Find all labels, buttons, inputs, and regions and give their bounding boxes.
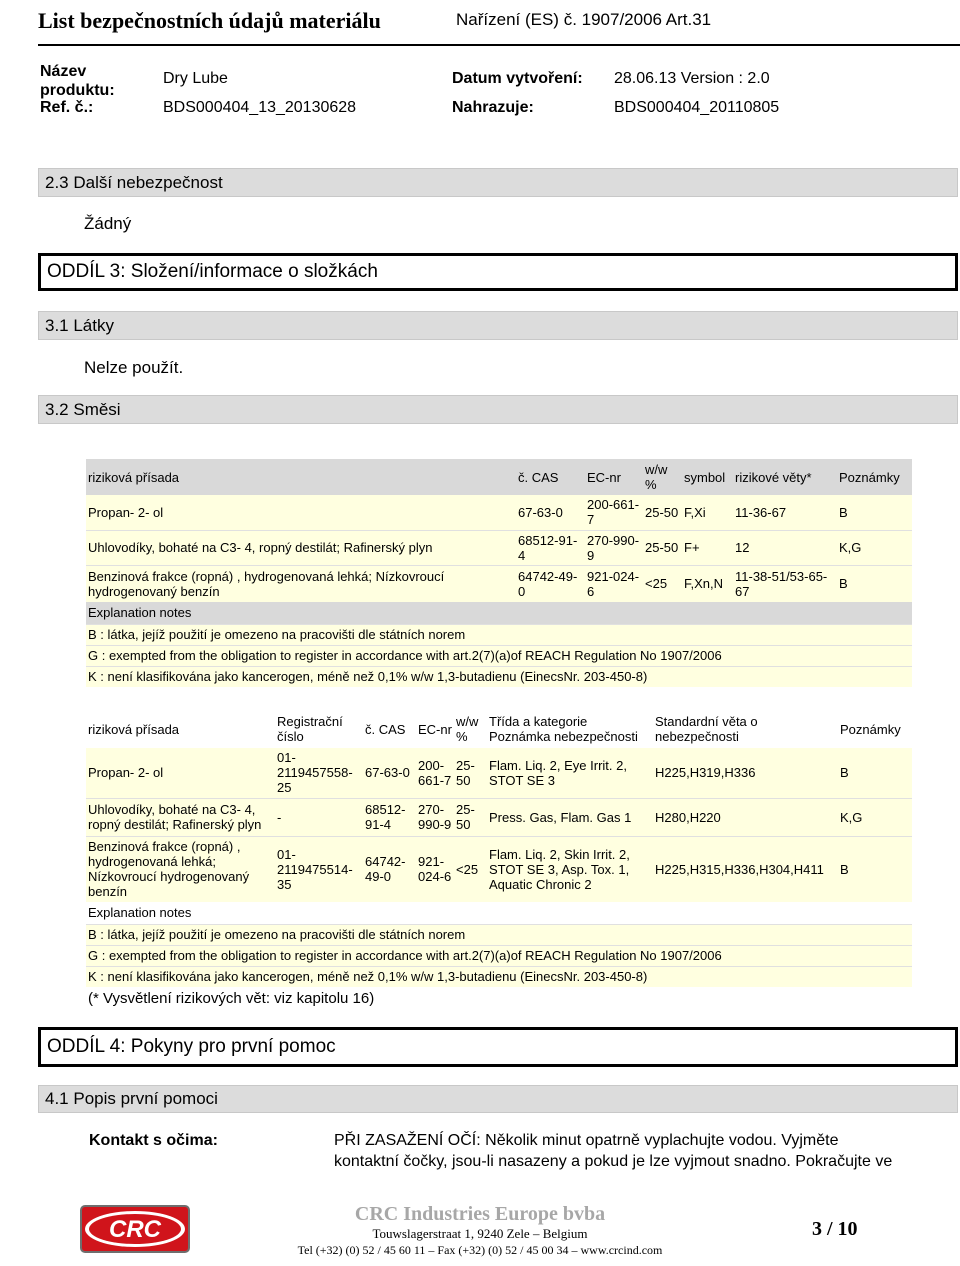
col-header: Třída a kategorie Poznámka nebezpečnosti xyxy=(489,714,638,744)
note-row xyxy=(86,945,912,966)
col-header: Poznámky xyxy=(837,459,912,495)
table-cell: 921-024-6 xyxy=(585,565,643,602)
col-header: Standardní věta o nebezpečnosti xyxy=(655,714,758,744)
table-cell: Propan- 2- ol xyxy=(86,495,516,530)
eye-contact-text-line2: kontaktní čočky, jsou-li nasazeny a pokud je lze vyjmout snadno. Pokračujte ve xyxy=(334,1153,893,1170)
table-cell: 01-2119475514-35 xyxy=(275,836,363,902)
table-cell: K,G xyxy=(837,530,912,565)
note-g: G : exempted from the obligation to register in accordance with art.2(7)(a)of REACH Regulation No 1907/2006 xyxy=(86,645,912,666)
regulation-reference: Nařízení (ES) č. 1907/2006 Art.31 xyxy=(456,10,712,29)
section-4-title: ODDÍL 4: Pokyny pro první pomoc xyxy=(38,1027,958,1067)
note-k: K : není klasifikována jako kancerogen, méně než 0,1% w/w 1,3-butadienu (EinecsNr. 203-450-8) xyxy=(86,966,912,987)
table-cell: B xyxy=(838,748,912,798)
table-cell: B xyxy=(837,565,912,602)
table-row xyxy=(86,836,912,902)
replaces-label: Nahrazuje: xyxy=(452,99,534,116)
table-cell: F,Xi xyxy=(682,495,733,530)
table-cell: Flam. Liq. 2, Skin Irrit. 2, STOT SE 3, Asp. Tox. 1, Aquatic Chronic 2 xyxy=(487,836,653,902)
mixture-table-1 xyxy=(86,459,912,687)
table-cell: 270-990-9 xyxy=(416,798,454,836)
col-header: riziková přísada xyxy=(88,721,180,737)
col-header: č. CAS xyxy=(365,721,406,737)
table-cell: 64742-49-0 xyxy=(363,836,416,902)
col-header: symbol xyxy=(682,459,733,495)
table-cell: 12 xyxy=(733,530,837,565)
table-cell: 11-36-67 xyxy=(733,495,837,530)
col-header: w/w % xyxy=(456,714,479,744)
col-header: Poznámky xyxy=(840,721,901,737)
table-cell: Propan- 2- ol xyxy=(86,748,275,798)
note-b: B : látka, jejíž použití je omezeno na pracovišti dle státních norem xyxy=(86,924,912,945)
table-cell: 11-38-51/53-65-67 xyxy=(733,565,837,602)
table-cell: 25-50 xyxy=(643,530,682,565)
ref-label: Ref. č.: xyxy=(40,99,94,116)
table-cell: 67-63-0 xyxy=(363,748,416,798)
table-cell: Flam. Liq. 2, Eye Irrit. 2, STOT SE 3 xyxy=(487,748,653,798)
table-cell: H225,H315,H336,H304,H411 xyxy=(653,836,838,902)
col-header: EC-nr xyxy=(585,459,643,495)
header-divider xyxy=(38,44,960,46)
product-name-value: Dry Lube xyxy=(163,70,228,87)
table-cell: F+ xyxy=(682,530,733,565)
explanation-row xyxy=(86,602,912,624)
subsection-3-2-heading: 3.2 Směsi xyxy=(38,395,958,424)
table-cell: H280,H220 xyxy=(653,798,838,836)
document-title: List bezpečnostních údajů materiálu xyxy=(38,8,381,33)
table-row xyxy=(86,495,912,530)
col-header: rizikové věty* xyxy=(733,459,837,495)
subsection-3-1-text: Nelze použít. xyxy=(84,358,184,377)
company-address: Touwslagerstraat 1, 9240 Zele – Belgium xyxy=(372,1226,588,1241)
table-row xyxy=(86,530,912,565)
table-cell: 25-50 xyxy=(454,798,487,836)
table-row xyxy=(86,565,912,602)
table-header-row xyxy=(86,459,912,495)
section-3-title: ODDÍL 3: Složení/informace o složkách xyxy=(38,253,958,291)
table-cell: Benzinová frakce (ropná) , hydrogenovaná lehká; Nízkovroucí hydrogenovaný benzín xyxy=(86,565,516,602)
col-header: Registrační číslo xyxy=(277,714,343,744)
table-cell: 67-63-0 xyxy=(516,495,585,530)
created-value: 28.06.13 Version : 2.0 xyxy=(614,70,770,87)
table-cell: 64742-49-0 xyxy=(516,565,585,602)
eye-contact-text-line1: PŘI ZASAŽENÍ OČÍ: Několik minut opatrně vyplachujte vodou. Vyjměte xyxy=(334,1132,839,1149)
table-cell: F,Xn,N xyxy=(682,565,733,602)
table-cell: 25-50 xyxy=(643,495,682,530)
table-cell: Benzinová frakce (ropná) , hydrogenovaná lehká; Nízkovroucí hydrogenovaný benzín xyxy=(86,836,275,902)
table-cell: 200-661-7 xyxy=(585,495,643,530)
note-k: K : není klasifikována jako kancerogen, méně než 0,1% w/w 1,3-butadienu (EinecsNr. 203-450-8) xyxy=(86,666,912,687)
table-cell: - xyxy=(275,798,363,836)
table-cell: <25 xyxy=(643,565,682,602)
note-row xyxy=(86,645,912,666)
note-row xyxy=(86,966,912,987)
table-cell: 25-50 xyxy=(454,748,487,798)
note-row xyxy=(86,666,912,687)
note-row xyxy=(86,924,912,945)
note-b: B : látka, jejíž použití je omezeno na pracovišti dle státních norem xyxy=(86,624,912,645)
explanation-row xyxy=(86,902,912,924)
table-cell: <25 xyxy=(454,836,487,902)
col-header: w/w % xyxy=(643,459,682,495)
table-cell: Uhlovodíky, bohaté na C3- 4, ropný destilát; Rafinerský plyn xyxy=(86,798,275,836)
table-cell: B xyxy=(838,836,912,902)
table-cell: 01-2119457558-25 xyxy=(275,748,363,798)
product-name-label: Název produktu: xyxy=(40,63,115,99)
replaces-value: BDS000404_20110805 xyxy=(614,99,780,116)
table-row xyxy=(86,798,912,836)
created-label: Datum vytvoření: xyxy=(452,70,583,87)
table-cell: 68512-91-4 xyxy=(516,530,585,565)
svg-text:CRC: CRC xyxy=(109,1216,161,1243)
table-cell: Uhlovodíky, bohaté na C3- 4, ropný destilát; Rafinerský plyn xyxy=(86,530,516,565)
table-cell: 68512-91-4 xyxy=(363,798,416,836)
mixture-table-2 xyxy=(86,710,912,987)
subsection-4-1-heading: 4.1 Popis první pomoci xyxy=(38,1085,958,1113)
col-header: EC-nr xyxy=(418,721,452,737)
risk-phrases-footnote: (* Vysvětlení rizikových vět: viz kapitolu 16) xyxy=(88,990,375,1007)
table-header-row xyxy=(86,710,912,748)
subsection-3-1-heading: 3.1 Látky xyxy=(38,311,958,340)
ref-value: BDS000404_13_20130628 xyxy=(163,99,357,116)
company-name: CRC Industries Europe bvba xyxy=(354,1203,606,1225)
table-cell: 921-024-6 xyxy=(416,836,454,902)
table-cell: 200-661-7 xyxy=(416,748,454,798)
table-cell: Press. Gas, Flam. Gas 1 xyxy=(487,798,653,836)
explanation-label: Explanation notes xyxy=(88,905,192,921)
subsection-2-3-heading: 2.3 Další nebezpečnost xyxy=(38,168,958,197)
note-g: G : exempted from the obligation to register in accordance with art.2(7)(a)of REACH Regulation No 1907/2006 xyxy=(86,945,912,966)
table-cell: K,G xyxy=(838,798,912,836)
eye-contact-label: Kontakt s očima: xyxy=(89,1132,218,1149)
table-cell: H225,H319,H336 xyxy=(653,748,838,798)
table-row xyxy=(86,748,912,798)
page-number: 3 / 10 xyxy=(812,1218,858,1240)
table-cell: B xyxy=(837,495,912,530)
table-cell: 270-990-9 xyxy=(585,530,643,565)
subsection-2-3-text: Žádný xyxy=(84,214,132,233)
col-header: č. CAS xyxy=(516,459,585,495)
company-contact: Tel (+32) (0) 52 / 45 60 11 – Fax (+32) (0) 52 / 45 00 34 – www.crcind.com xyxy=(297,1243,663,1257)
note-row xyxy=(86,624,912,645)
col-header: riziková přísada xyxy=(86,459,516,495)
explanation-label: Explanation notes xyxy=(86,602,912,624)
